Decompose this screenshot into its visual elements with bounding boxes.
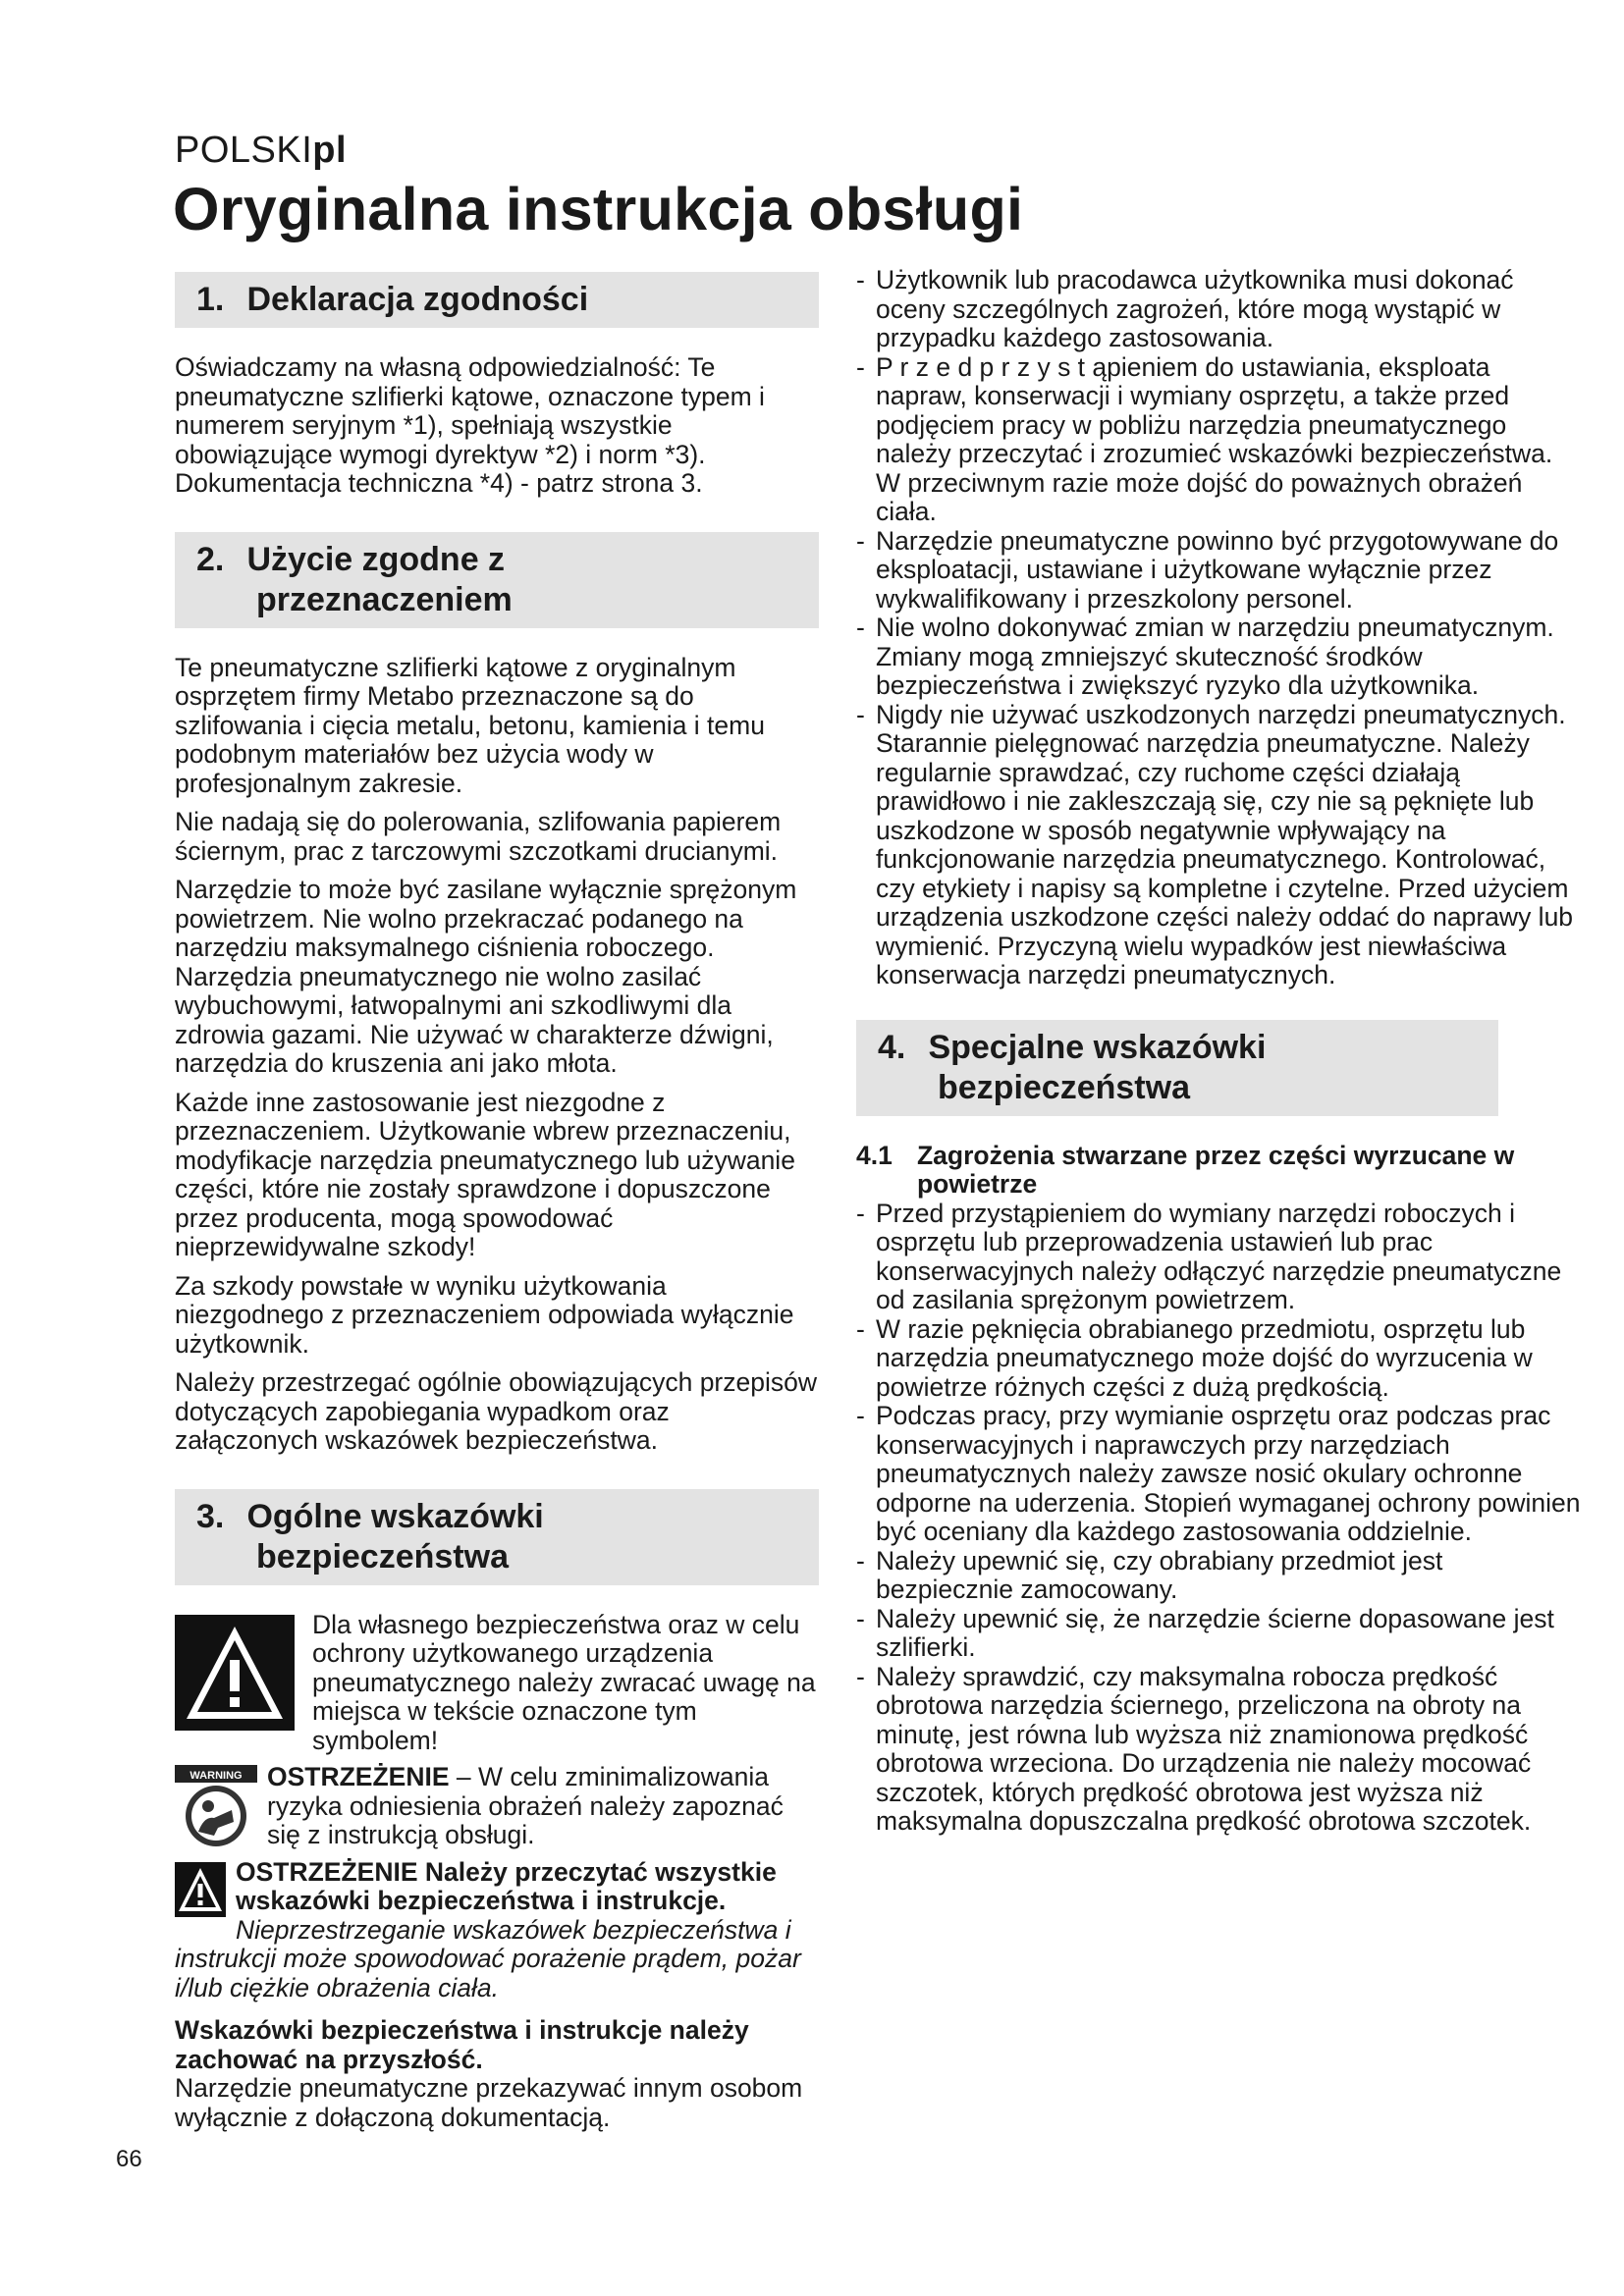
list-item: - Użytkownik lub pracodawca użytkownika musi dokonać oceny szczególnych zagrożeń, które mogą wystąpić w przypadku każdego zastosowania. (856, 266, 1583, 353)
intended-use-paragraph: Nie nadają się do polerowania, szlifowania papierem ściernym, prac z tarczowymi szczotkami drucianymi. (175, 807, 782, 866)
subsection-4-1-heading: 4.1 Zagrożenia stwarzane przez części wyrzucane w powietrze (856, 1140, 1515, 1199)
intended-use-paragraph: Należy przestrzegać ogólnie obowiązujących przepisów dotyczących zapobiegania wypadkom oraz załączonych wskazówek bezpieczeństwa. (175, 1367, 817, 1455)
svg-text:WARNING: WARNING (189, 1770, 243, 1782)
section-1-heading: 1. Deklaracja zgodności (175, 272, 819, 328)
list-item: - Należy sprawdzić, czy maksymalna robocza prędkość obrotowa narzędzia ściernego, przeliczona na obroty na minutę, jest równa lub wyższa niż znamionowa prędkość obrotowa wrzeciona. Do urządzenia nie należy mocować szczotek, których prędkość obrotowa jest wyższa niż maksymalna dopuszczalna prędkość obrotowa szczotek. (856, 1663, 1583, 1837)
intended-use-paragraph: Te pneumatyczne szlifierki kątowe z oryginalnym osprzętem firmy Metabo przeznaczone są do szlifowania i cięcia metalu, betonu, kamienia i temu podobnym materiałów bez użycia wody w profesjonalnym zakresie. (175, 652, 765, 798)
list-item: - P r z e d p r z y s t ąpieniem do ustawiania, eksploata napraw, konserwacji i wymiany osprzętu, a także przed podjęciem pracy w pobliżu narzędzia pneumatycznego należy przeczytać i zrozumieć wskazówki bezpieczeństwa. W przeciwnym razie może dojść do poważnych obrażeń ciała. (856, 353, 1583, 527)
language-label: POLSKIpl (175, 130, 348, 171)
list-item: - Należy upewnić się, czy obrabiany przedmiot jest bezpiecznie zamocowany. (856, 1547, 1583, 1605)
list-item: - Nie wolno dokonywać zmian w narzędziu pneumatycznym. Zmiany mogą zmniejszyć skuteczność środków bezpieczeństwa i zwiększyć ryzyko dla użytkownika. (856, 614, 1583, 701)
section-4-heading: 4. Specjalne wskazówki bezpieczeństwa (856, 1020, 1498, 1116)
read-instructions-warning: OSTRZEŻENIE Należy przeczytać wszystkie wskazówki bezpieczeństwa i instrukcje. Nieprzestrzeganie wskazówek bezpieczeństwa i instrukcji może spowodować porażenie prądem, pożar i/lub ciężkie obrażenia ciała. (175, 1856, 801, 2002)
symbol-explanation: Dla własnego bezpieczeństwa oraz w celu ochrony użytkowanego urządzenia pneumatycznego należy zwracać uwagę na miejsca w tekście oznaczone tym symbolem! (175, 1611, 819, 1756)
intended-use-paragraph: Za szkody powstałe w wyniku użytkowania niezgodnego z przeznaczeniem odpowiada wyłącznie użytkownik. (175, 1270, 794, 1359)
warning-triangle-icon (175, 1862, 226, 1917)
list-item: - Narzędzie pneumatyczne powinno być przygotowywane do eksploatacji, ustawiane i użytkowane wyłącznie przez wykwalifikowany i przeszkolony personel. (856, 527, 1583, 614)
keep-instructions-text: Narzędzie pneumatyczne przekazywać innym osobom wyłącznie z dołączoną dokumentacją. (175, 2073, 803, 2132)
list-item: - W razie pęknięcia obrabianego przedmiotu, osprzętu lub narzędzia pneumatycznego może dojść do wyrzucenia w powietrze różnych części z dużą prędkością. (856, 1315, 1583, 1403)
general-safety-list (856, 266, 1583, 990)
read-manual-icon (175, 1765, 257, 1849)
warning-triangle-icon (175, 1615, 295, 1731)
declaration-text: Oświadczamy na własną odpowiedzialność: Te pneumatyczne szlifierki kątowe, oznaczone typem i numerem seryjnym *1), spełniają wszystkie obowiązujące wymogi dyrektyw *2) i norm *3). Dokumentacja techniczna *4) - patrz strona 3. (175, 352, 765, 498)
section-2-heading: 2. Użycie zgodne z przeznaczeniem (175, 532, 819, 628)
intended-use-paragraph: Narzędzie to może być zasilane wyłącznie sprężonym powietrzem. Nie wolno przekraczać podanego na narzędziu maksymalnego ciśnienia roboczego. Narzędzia pneumatycznego nie wolno zasilać wybuchowymi, łatwopalnymi ani szkodliwymi dla zdrowia gazami. Nie używać w charakterze dźwigni, narzędzia do kruszenia ani jako młota. (175, 875, 797, 1078)
page-title: Oryginalna instrukcja obsługi (173, 176, 1024, 242)
page-number: 66 (116, 2146, 142, 2172)
intended-use-paragraph: Każde inne zastosowanie jest niezgodne z przeznaczeniem. Użytkowanie wbrew przeznaczeniu, modyfikacje narzędzia pneumatycznego lub używanie części, które nie zostały sprawdzone i dopuszczone przez producenta, mogą spowodować nieprzewidywalne szkody! (175, 1087, 795, 1261)
list-item: - Nigdy nie używać uszkodzonych narzędzi pneumatycznych. Starannie pielęgnować narzędzia pneumatyczne. Należy regularnie sprawdzać, czy ruchome części działają prawidłowo i nie zakleszczają się, czy nie są pęknięte lub uszkodzone w sposób negatywnie wpływający na funkcjonowanie narzędzia pneumatycznego. Kontrolować, czy etykiety i napisy są kompletne i czytelne. Przed użyciem urządzenia uszkodzone części należy oddać do naprawy lub wymienić. Przyczyną wielu wypadków jest niewłaściwa konserwacja narzędzi pneumatycznych. (856, 701, 1583, 990)
section-3-heading: 3. Ogólne wskazówki bezpieczeństwa (175, 1489, 819, 1585)
list-item: - Przed przystąpieniem do wymiany narzędzi roboczych i osprzętu lub przeprowadzenia ustawień lub prac konserwacyjnych należy odłączyć narzędzie pneumatyczne od zasilania sprężonym powietrzem. (856, 1200, 1583, 1315)
ejected-parts-list (856, 1200, 1583, 1837)
keep-instructions-heading: Wskazówki bezpieczeństwa i instrukcje należy zachować na przyszłość. (175, 2015, 749, 2074)
right-column (856, 266, 1583, 1837)
left-column (175, 272, 819, 2142)
list-item: - Podczas pracy, przy wymianie osprzętu oraz podczas prac konserwacyjnych i naprawczych przy narzędziach pneumatycznych należy zawsze nosić okulary ochronne odporne na uderzenia. Stopień wymaganej ochrony powinien być oceniany dla każdego zastosowania oddzielnie. (856, 1402, 1583, 1547)
list-item: - Należy upewnić się, że narzędzie ścierne dopasowane jest szlifierki. (856, 1605, 1583, 1663)
read-manual-warning: WARNING OSTRZEŻENIE – W celu zminimalizowania ryzyka odniesienia obrażeń należy zapoznać się z instrukcją obsługi. (175, 1763, 819, 1850)
